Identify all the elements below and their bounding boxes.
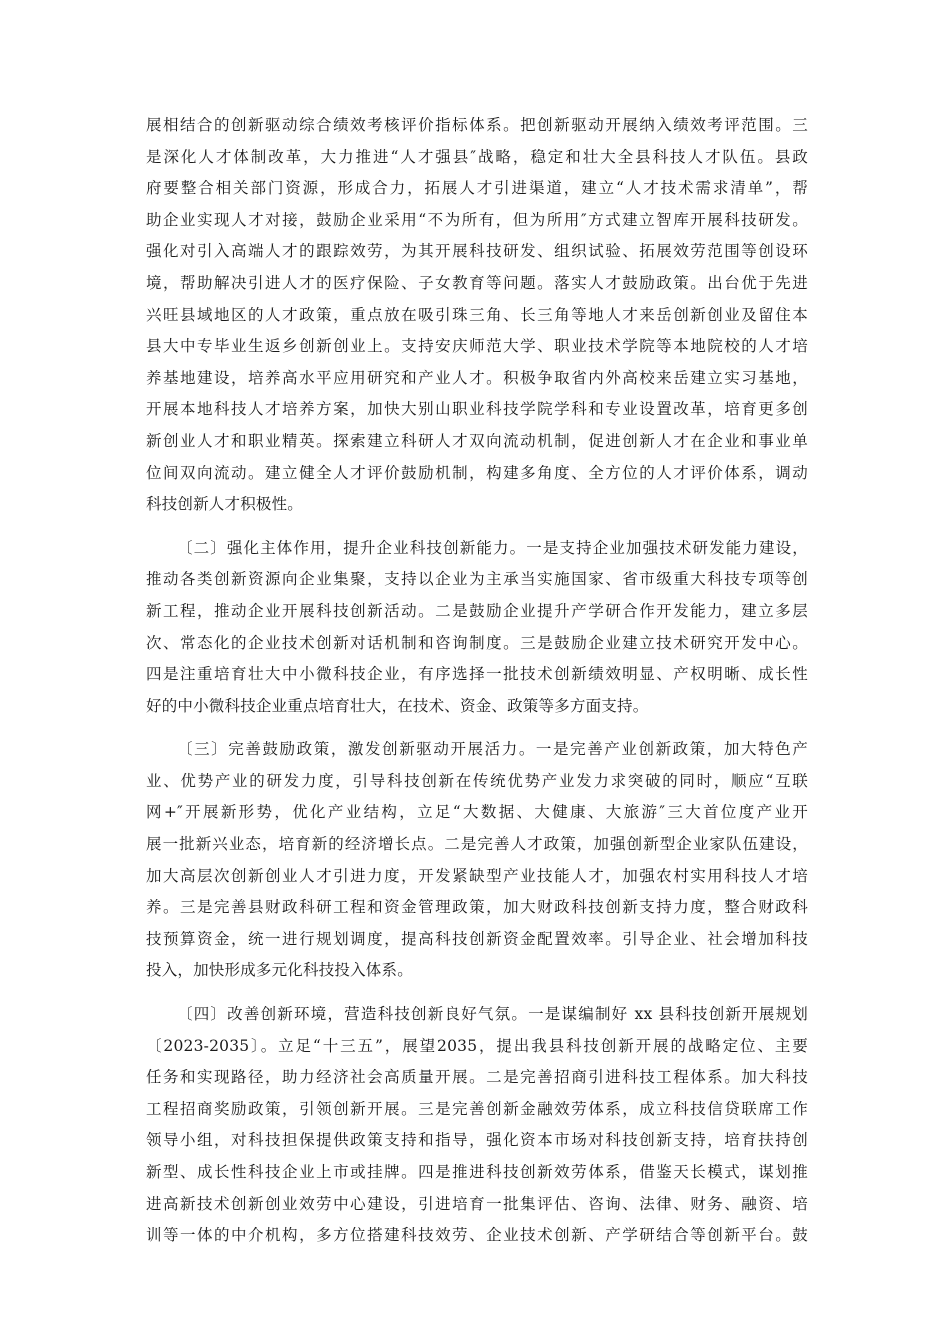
text-line: 境，帮助解决引进人才的医疗保险、子女教育等问题。落实人才鼓励政策。出台优于先进 xyxy=(146,273,808,292)
text-line: 推动各类创新资源向企业集聚，支持以企业为主承当实施国家、省市级重大科技专项等创 xyxy=(146,570,808,589)
text-line: 〔三〕完善鼓励政策，激发创新驱动开展活力。一是完善产业创新政策，加大特色产 xyxy=(177,740,808,759)
text-line: 养基地建设，培养高水平应用研究和产业人才。积极争取省内外高校来岳建立实习基地， xyxy=(146,368,808,387)
text-line: 网+″开展新形势，优化产业结构，立足“大数据、大健康、大旅游″三大首位度产业开 xyxy=(146,803,808,822)
text-line: 好的中小微科技企业重点培育壮大，在技术、资金、政策等多方面支持。 xyxy=(146,696,649,715)
text-line: 〔四〕改善创新环境，营造科技创新良好气氛。一是谋编制好 xx 县科技创新开展规划 xyxy=(177,1005,808,1024)
text-line: 投入，加快形成多元化科技投入体系。 xyxy=(146,961,413,980)
paragraph-talent-reform xyxy=(146,110,808,521)
text-line: 领导小组，对科技担保提供政策支持和指导，强化资本市场对科技创新支持，培育扶持创 xyxy=(146,1131,808,1150)
text-line: 兴旺县域地区的人才政策，重点放在吸引珠三角、长三角等地人才来岳创新创业及留住本 xyxy=(146,305,808,324)
text-line: 位间双向流动。建立健全人才评价鼓励机制，构建多角度、全方位的人才评价体系，调动 xyxy=(146,463,808,482)
text-line: 展一批新兴业态，培育新的经济增长点。二是完善人才政策，加强创新型企业家队伍建设， xyxy=(146,835,808,854)
text-line: 技预算资金，统一进行规划调度，提高科技创新资金配置效率。引导企业、社会增加科技 xyxy=(146,929,808,948)
text-line: 新型、成长性科技企业上市或挂牌。四是推进科技创新效劳体系，借鉴天长模式，谋划推 xyxy=(146,1163,808,1181)
text-line: 县大中专毕业生返乡创新创业上。支持安庆师范大学、职业技术学院等本地院校的人才培 xyxy=(146,337,808,356)
text-line: 强化对引入高端人才的跟踪效劳，为其开展科技研发、组织试验、拓展效劳范围等创设环 xyxy=(146,242,808,261)
text-line: 助企业实现人才对接，鼓励企业采用“不为所有，但为所用″方式建立智库开展科技研发。 xyxy=(146,210,808,229)
text-line: 新创业人才和职业精英。探索建立科研人才双向流动机制，促进创新人才在企业和事业单 xyxy=(146,431,808,450)
paragraph-innovation-environment xyxy=(146,999,808,1252)
text-line: 次、常态化的企业技术创新对话机制和咨询制度。三是鼓励企业建立技术研究开发中心。 xyxy=(146,633,808,652)
text-line: 新工程，推动企业开展科技创新活动。二是鼓励企业提升产学研合作开发能力，建立多层 xyxy=(146,601,808,620)
text-line: 养。三是完善县财政科研工程和资金管理政策，加大财政科技创新支持力度，整合财政科 xyxy=(146,898,808,917)
text-line: 是深化人才体制改革，大力推进“人才强县″战略，稳定和壮大全县科技人才队伍。县政 xyxy=(146,147,808,166)
text-line: 工程招商奖励政策，引领创新开展。三是完善创新金融效劳体系，成立科技信贷联席工作 xyxy=(146,1099,808,1118)
text-line: 任务和实现路径，助力经济社会高质量开展。二是完善招商引进科技工程体系。加大科技 xyxy=(146,1068,808,1087)
text-line: 科技创新人才积极性。 xyxy=(146,495,304,514)
text-line: 四是注重培育壮大中小微科技企业，有序选择一批技术创新绩效明显、产权明晰、成长性 xyxy=(146,665,808,684)
text-line: 〔二〕强化主体作用，提升企业科技创新能力。一是支持企业加强技术研发能力建设， xyxy=(177,538,808,557)
paragraph-enterprise-innovation xyxy=(146,533,808,723)
text-line: 〔2023-2035〕。立足“十三五”，展望2035，提出我县科技创新开展的战略定位、主要 xyxy=(146,1036,808,1055)
document-page xyxy=(146,110,808,1330)
text-line: 展相结合的创新驱动综合绩效考核评价指标体系。把创新驱动开展纳入绩效考评范围。三 xyxy=(146,116,808,134)
text-line: 府要整合相关部门资源，形成合力，拓展人才引进渠道，建立“人才技术需求清单”，帮 xyxy=(146,179,808,198)
text-line: 开展本地科技人才培养方案，加快大别山职业科技学院学科和专业设置改革，培育更多创 xyxy=(146,400,808,419)
text-line: 业、优势产业的研发力度，引导科技创新在传统优势产业发力求突破的同时，顺应“互联 xyxy=(146,771,808,790)
text-line: 进高新技术创新创业效劳中心建设，引进培育一批集评估、咨询、法律、财务、融资、培 xyxy=(146,1194,808,1213)
text-line: 训等一体的中介机构，多方位搭建科技效劳、企业技术创新、产学研结合等创新平台。鼓 xyxy=(146,1226,808,1245)
paragraph-incentive-policy xyxy=(146,734,808,987)
text-line: 加大高层次创新创业人才引进力度，开发紧缺型产业技能人才，加强农村实用科技人才培 xyxy=(146,866,808,885)
